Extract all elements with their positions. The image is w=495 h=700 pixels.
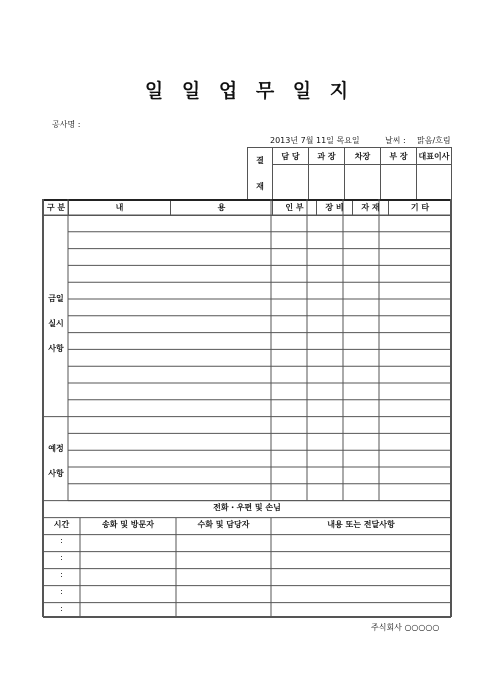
time-mark: : — [60, 536, 63, 545]
title-char: 일 — [292, 80, 314, 102]
weather-label: 날씨 : — [385, 136, 406, 145]
header-material: 자 재 — [353, 200, 389, 215]
time-mark: : — [60, 553, 63, 562]
comm-title: 전화・우편 및 손님 — [213, 503, 281, 512]
title-char: 일 — [181, 80, 203, 102]
header-content-1: 내 — [69, 200, 171, 215]
approval-side-char: 재 — [256, 182, 264, 191]
date-text: 2013년 7월 11일 목요일 — [270, 136, 360, 145]
weather-value: 맑음/흐림 — [417, 136, 451, 145]
section-today-char: 사항 — [48, 344, 64, 353]
company-name-label: 공사명 : — [52, 120, 81, 129]
time-mark: : — [60, 570, 63, 579]
title-char: 업 — [218, 80, 240, 102]
comm-header-receiver: 수화 및 담당자 — [197, 520, 250, 529]
section-today-char: 금일 — [48, 294, 64, 303]
approval-role: 대표이사 — [417, 148, 452, 165]
section-today-char: 실시 — [48, 319, 64, 328]
comm-header-caller: 송화 및 방문자 — [102, 520, 154, 529]
approval-role: 차장 — [345, 148, 381, 165]
footer-company: 주식회사 ○○○○○ — [371, 623, 440, 632]
approval-side-char: 결 — [256, 156, 264, 165]
header-labor: 인 부 — [273, 200, 317, 215]
section-today — [44, 286, 68, 361]
header-content-2: 용 — [171, 200, 273, 215]
title-char: 일 — [144, 80, 166, 102]
comm-header-content: 내용 또는 전달사항 — [327, 520, 395, 529]
approval-role: 부 장 — [381, 148, 417, 165]
comm-header-time: 시간 — [53, 520, 70, 529]
header-category: 구 분 — [44, 200, 69, 215]
section-planned — [44, 436, 68, 486]
section-planned-char: 예정 — [48, 444, 64, 453]
time-mark: : — [60, 604, 63, 613]
title-char: 지 — [329, 80, 351, 102]
section-planned-char: 사항 — [48, 469, 64, 478]
time-mark: : — [60, 587, 63, 596]
approval-role: 담 당 — [273, 148, 309, 165]
header-equipment: 장 비 — [317, 200, 353, 215]
approval-role: 과 장 — [309, 148, 345, 165]
title-char: 무 — [255, 80, 277, 102]
header-other: 기 타 — [389, 200, 452, 215]
